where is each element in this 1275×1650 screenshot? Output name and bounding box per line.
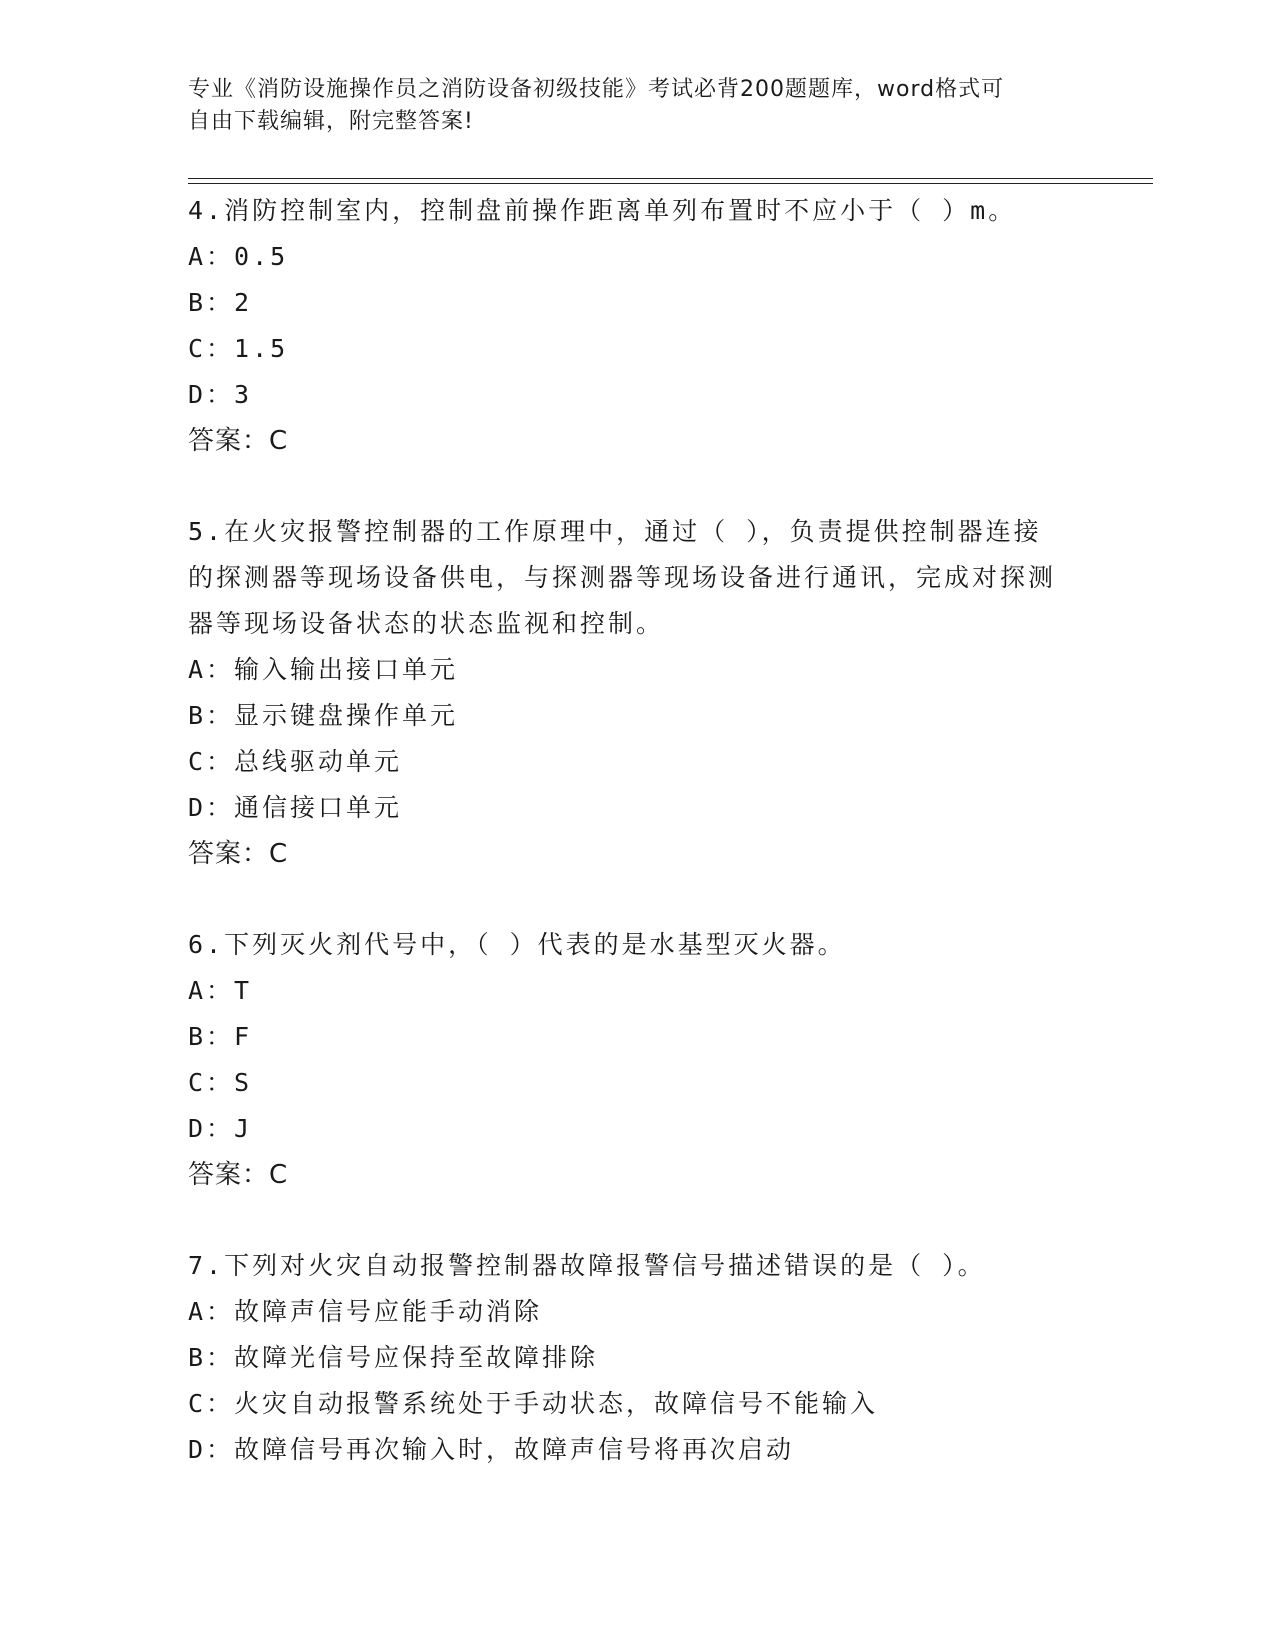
question-5 bbox=[188, 509, 1068, 877]
question-stem: 4.消防控制室内，控制盘前操作距离单列布置时不应小于（ ）m。 bbox=[188, 196, 1017, 225]
question-4 bbox=[188, 188, 1068, 464]
option-c: C：总线驱动单元 bbox=[188, 747, 403, 776]
question-spacer bbox=[188, 464, 1068, 509]
question-stem: 6.下列灭火剂代号中，（ ）代表的是水基型灭火器。 bbox=[188, 930, 846, 959]
answer-line: 答案：C bbox=[188, 839, 289, 869]
option-d: D：通信接口单元 bbox=[188, 793, 403, 822]
question-stem: 7.下列对火灾自动报警控制器故障报警信号描述错误的是（ ）。 bbox=[188, 1251, 986, 1280]
option-a: A：输入输出接口单元 bbox=[188, 655, 459, 684]
option-c: C：1.5 bbox=[188, 334, 289, 363]
answer-line: 答案：C bbox=[188, 426, 289, 456]
question-spacer bbox=[188, 1198, 1068, 1243]
option-b: B：显示键盘操作单元 bbox=[188, 701, 459, 730]
header-divider-top bbox=[188, 178, 1153, 179]
option-a: A：0.5 bbox=[188, 242, 289, 271]
option-d: D：J bbox=[188, 1114, 253, 1143]
answer-line: 答案：C bbox=[188, 1160, 289, 1190]
header-line-2: 自由下载编辑，附完整答案! bbox=[188, 109, 474, 134]
option-d: D：故障信号再次输入时，故障声信号将再次启动 bbox=[188, 1435, 795, 1464]
option-b: B：故障光信号应保持至故障排除 bbox=[188, 1343, 599, 1372]
option-d: D：3 bbox=[188, 380, 253, 409]
document-header bbox=[188, 74, 1068, 138]
header-divider-bottom bbox=[188, 183, 1153, 184]
option-b: B：F bbox=[188, 1022, 253, 1051]
question-list bbox=[188, 188, 1068, 1473]
option-b: B：2 bbox=[188, 288, 253, 317]
option-a: A：故障声信号应能手动消除 bbox=[188, 1297, 543, 1326]
question-7 bbox=[188, 1243, 1068, 1473]
option-c: C：S bbox=[188, 1068, 253, 1097]
question-6 bbox=[188, 922, 1068, 1198]
question-spacer bbox=[188, 877, 1068, 922]
option-a: A：T bbox=[188, 976, 253, 1005]
question-stem: 5.在火灾报警控制器的工作原理中，通过（ ），负责提供控制器连接的探测器等现场设备供电，与探测器等现场设备进行通讯，完成对探测器等现场设备状态的状态监视和控制。 bbox=[188, 517, 1057, 638]
option-c: C：火灾自动报警系统处于手动状态，故障信号不能输入 bbox=[188, 1389, 879, 1418]
header-line-1: 专业《消防设施操作员之消防设备初级技能》考试必背200题题库，word格式可 bbox=[188, 77, 1005, 102]
